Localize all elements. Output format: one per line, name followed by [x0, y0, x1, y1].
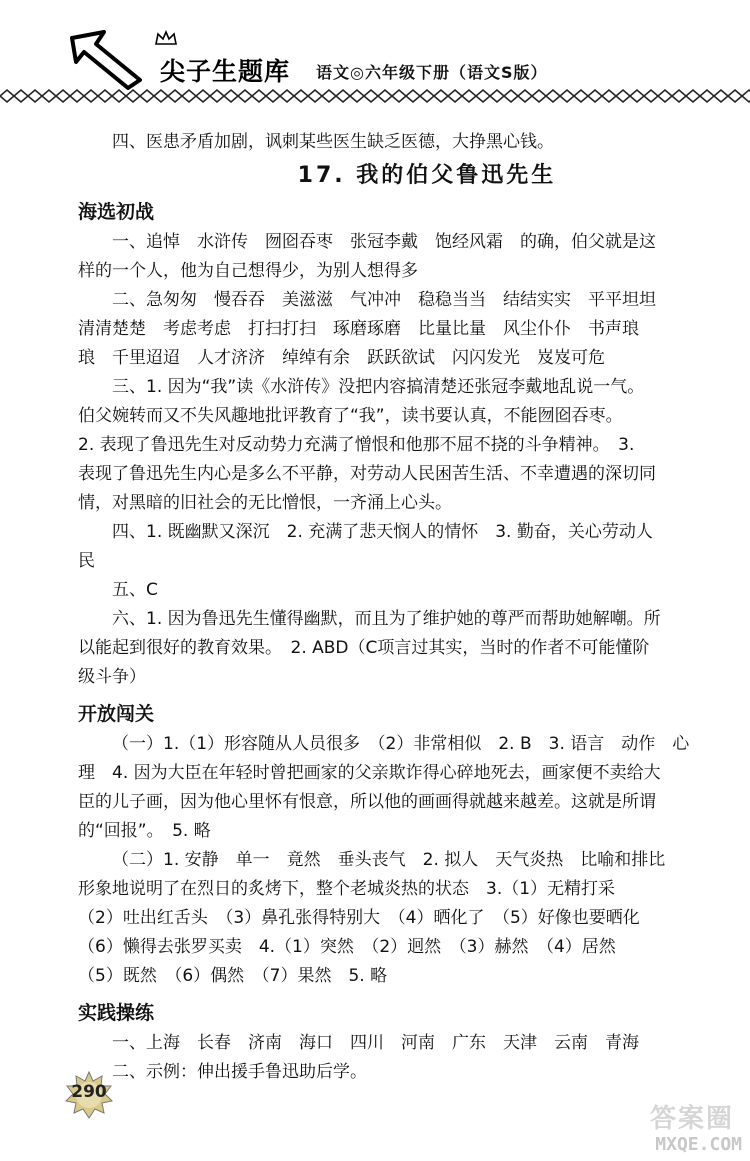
answer-line: 清清楚楚 考虑考虑 打扫打扫 琢磨琢磨 比量比量 风尘仆仆 书声琅 — [78, 319, 639, 339]
lesson-title: 17. 我的伯父鲁迅先生 — [297, 163, 557, 188]
arrow-logo-icon — [66, 30, 146, 90]
answer-line: 理 4. 因为大臣在年轻时曾把画家的父亲欺诈得心碎地死去，画家便不卖给大 — [78, 763, 661, 783]
section-heading: 实践操练 — [78, 1002, 155, 1024]
answer-line: （2）吐出红舌头 （3）鼻孔张得特别大 （4）晒化了 （5）好像也要晒化 — [78, 908, 640, 928]
answer-line: （5）既然 （6）偶然 （7）果然 5. 略 — [78, 966, 388, 986]
brand-title: 尖子生题库 — [160, 57, 291, 86]
answer-line: 臣的儿子画，因为他心里怀有恨意，所以他的画画得就越来越差。这就是所谓 — [78, 792, 656, 812]
answer-line: 形象地说明了在烈日的炙烤下，整个老城炎热的状态 3.（1）无精打采 — [78, 879, 616, 899]
answer-line: 以能起到很好的教育效果。 2. ABD（C项言过其实，当时的作者不可能懂阶 — [78, 638, 650, 658]
section-heading: 开放闯关 — [78, 703, 155, 725]
answer-line: 一、追悼 水浒传 囫囵吞枣 张冠李戴 饱经风霜 的确，伯父就是这 — [112, 232, 656, 252]
book-subtitle: 语文◎六年级下册（语文S版） — [316, 63, 548, 82]
answer-line: 民 — [78, 551, 95, 571]
watermark-title: 答案圈 — [649, 1104, 734, 1134]
page-number-badge — [64, 1070, 114, 1120]
answer-line: 2. 表现了鲁迅先生对反动势力充满了憎恨和他那不屈不挠的斗争精神。 3. — [78, 435, 635, 455]
page-header — [0, 0, 750, 110]
answer-content — [78, 128, 708, 1087]
answer-line: 的“回报”。 5. 略 — [78, 821, 211, 841]
answer-line: 级斗争） — [78, 667, 146, 687]
answer-line: 伯父婉转而又不失风趣地批评教育了“我”，读书要认真，不能囫囵吞枣。 — [78, 406, 623, 426]
decorative-divider — [0, 88, 750, 104]
answer-line: 六、1. 因为鲁迅先生懂得幽默，而且为了维护她的尊严而帮助她解嘲。所 — [112, 609, 661, 629]
answer-line: 四、医患矛盾加剧，讽刺某些医生缺乏医德，大挣黑心钱。 — [112, 132, 554, 152]
crown-icon — [154, 30, 178, 46]
answer-line: 表现了鲁迅先生内心是多么不平静，对劳动人民困苦生活、不幸遭遇的深切同 — [78, 464, 656, 484]
answer-line: 二、急匆匆 慢吞吞 美滋滋 气冲冲 稳稳当当 结结实实 平平坦坦 — [112, 290, 656, 310]
answer-line: （6）懒得去张罗买卖 4.（1）突然 （2）迥然 （3）赫然 （4）居然 — [78, 937, 616, 957]
page-number: 290 — [71, 1082, 107, 1102]
answer-line: （一）1.（1）形容随从人员很多 （2）非常相似 2. B 3. 语言 动作 心 — [112, 734, 690, 754]
watermark-url: MXQE.COM — [655, 1134, 742, 1155]
watermark — [610, 1090, 750, 1161]
answer-line: 三、1. 因为“我”读《水浒传》没把内容搞清楚还张冠李戴地乱说一气。 — [112, 377, 645, 397]
answer-line: 琅 千里迢迢 人才济济 绰绰有余 跃跃欲试 闪闪发光 岌岌可危 — [78, 348, 605, 368]
answer-line: 四、1. 既幽默又深沉 2. 充满了悲天悯人的情怀 3. 勤奋，关心劳动人 — [112, 522, 653, 542]
answer-line: 五、C — [112, 580, 158, 600]
section-heading: 海选初战 — [78, 201, 155, 223]
answer-line: （二）1. 安静 单一 竟然 垂头丧气 2. 拟人 天气炎热 比喻和排比 — [112, 850, 666, 870]
answer-line: 样的一个人，他为自己想得少，为别人想得多 — [78, 261, 418, 281]
answer-line: 情，对黑暗的旧社会的无比憎恨，一齐涌上心头。 — [78, 493, 452, 513]
answer-line: 一、上海 长春 济南 海口 四川 河南 广东 天津 云南 青海 — [112, 1033, 639, 1053]
answer-line: 二、示例：伸出援手鲁迅助后学。 — [112, 1062, 367, 1082]
